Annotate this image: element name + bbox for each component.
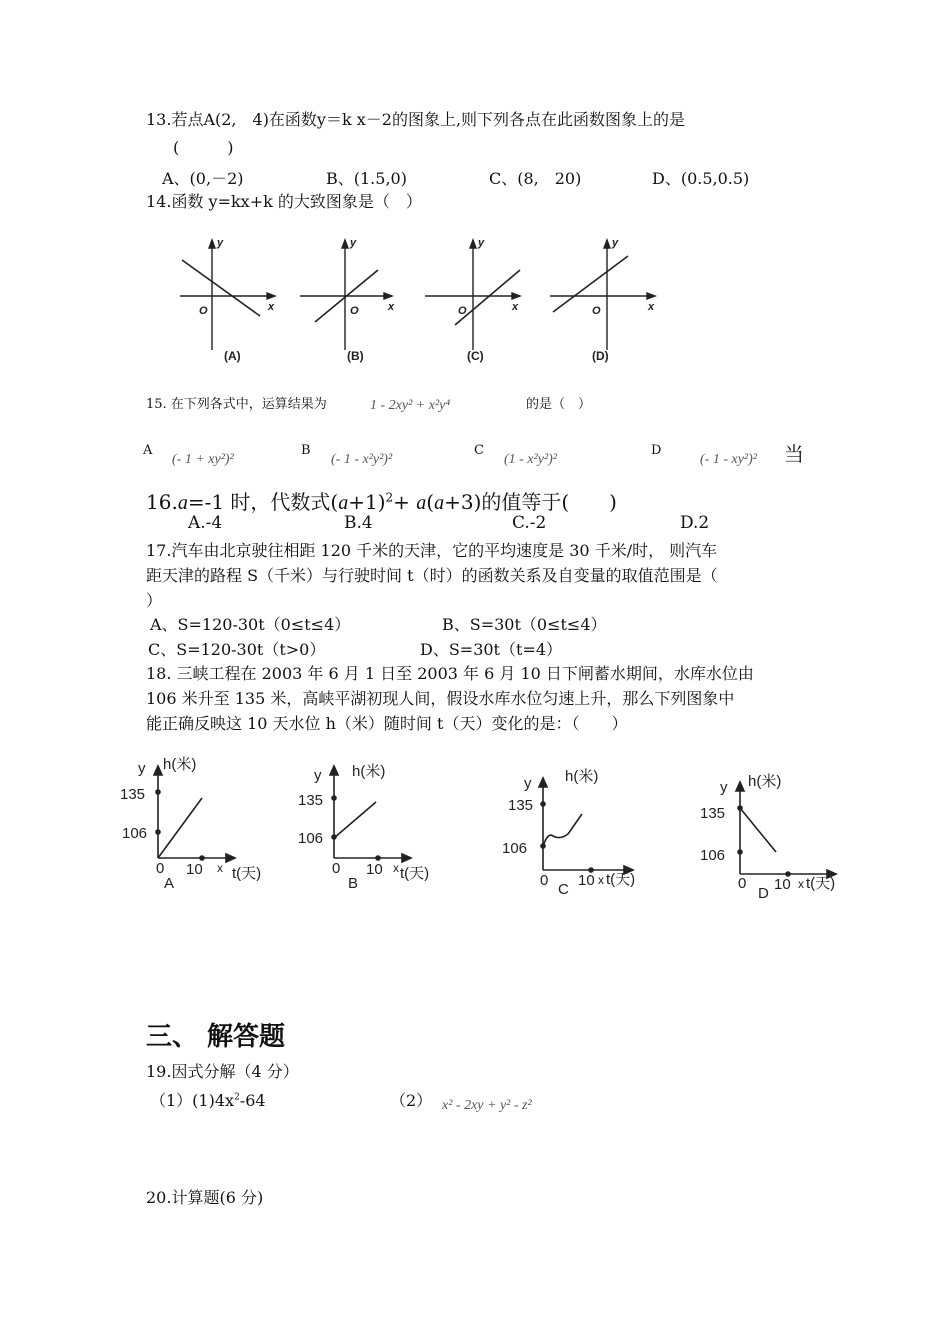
q13-paren: ( ) xyxy=(173,138,234,157)
q18-b-135: 135 xyxy=(298,792,324,809)
q14-d-x: x xyxy=(648,301,655,313)
q18-a-10: 10 xyxy=(186,861,203,878)
q18-b-h: h(米) xyxy=(352,763,386,780)
q14-d-label: (D) xyxy=(592,349,609,363)
q18-c-y: y xyxy=(524,775,532,792)
q15-option-d-letter: D xyxy=(651,443,662,458)
q18-c-x: x xyxy=(598,873,604,887)
q19-part2-expr: x² - 2xy + y² - z² xyxy=(442,1098,532,1113)
q18-c-135: 135 xyxy=(508,797,534,814)
q14-b-y: y xyxy=(350,237,357,249)
q18-a-label: A xyxy=(164,875,175,892)
q14-b-o: O xyxy=(350,305,359,317)
q17-option-b: B、S=30t（0≤t≤4） xyxy=(442,615,607,634)
q16-option-a: A.-4 xyxy=(188,513,223,533)
q14-c-x: x xyxy=(512,301,519,313)
q18-line3: 能正确反映这 10 天水位 h（米）随时间 t（天）变化的是：（ ） xyxy=(146,714,628,733)
q15-option-d-expr: (- 1 - xy²)² xyxy=(700,452,757,467)
q18-a-x: x xyxy=(217,861,223,875)
q15-expr: 1 - 2xy² + x²y⁴ xyxy=(370,398,451,413)
q15-option-b-expr: (- 1 - x²y²)² xyxy=(331,452,393,467)
q18-a-t: t(天) xyxy=(232,865,262,882)
q17-line3: ） xyxy=(146,591,163,610)
q18-d-y: y xyxy=(720,779,728,796)
q17-option-c: C、S=120-30t（t>0） xyxy=(148,640,326,659)
q18-d-10: 10 xyxy=(774,876,791,893)
q18-b-10: 10 xyxy=(366,861,383,878)
q13-option-b: B、(1.5,0) xyxy=(326,169,407,188)
q20-stem: 20.计算题(6 分) xyxy=(146,1188,264,1207)
q18-d-135: 135 xyxy=(700,805,726,822)
q18-c-t: t(天) xyxy=(606,871,636,888)
q18-a-0: 0 xyxy=(156,860,165,877)
q18-d-x: x xyxy=(798,877,804,891)
q15-tail: 的是（ ） xyxy=(526,397,592,412)
q18-d-t: t(天) xyxy=(806,875,836,892)
q15-stem: 15. 在下列各式中，运算结果为 xyxy=(146,397,327,412)
q17-option-d: D、S=30t（t=4） xyxy=(420,640,563,659)
q14-graph-a xyxy=(180,240,275,350)
q18-a-106: 106 xyxy=(122,825,148,842)
q17-line1: 17.汽车由北京驶往相距 120 千米的天津，它的平均速度是 30 千米/时， 则汽车 xyxy=(146,541,718,560)
q14-a-x: x xyxy=(268,301,275,313)
q13-option-d: D、(0.5,0.5) xyxy=(652,169,750,188)
q13-option-a: A、(0,－2) xyxy=(162,169,244,188)
q18-b-t: t(天) xyxy=(400,865,430,882)
q18-a-135: 135 xyxy=(120,786,146,803)
q14-a-o: O xyxy=(199,305,208,317)
q18-d-0: 0 xyxy=(738,875,747,892)
q18-b-y: y xyxy=(314,767,322,784)
q18-d-106: 106 xyxy=(700,847,726,864)
q18-graph-a xyxy=(154,766,235,862)
q14-a-y: y xyxy=(217,237,224,249)
q14-c-label: (C) xyxy=(467,349,484,363)
q18-a-h: h(米) xyxy=(163,756,197,773)
q18-a-y: y xyxy=(138,760,146,777)
q15-trailing: 当 xyxy=(784,442,804,466)
q14-c-y: y xyxy=(478,237,485,249)
q15-option-c-expr: (1 - x²y²)² xyxy=(504,452,558,467)
q18-b-106: 106 xyxy=(298,830,324,847)
q18-graph-d xyxy=(736,782,836,878)
q16-option-b: B.4 xyxy=(344,513,373,533)
q14-graph-d xyxy=(550,240,655,350)
q17-option-a: A、S=120-30t（0≤t≤4） xyxy=(150,615,351,634)
q18-c-10: 10 xyxy=(578,872,595,889)
q14-graph-c xyxy=(425,240,520,350)
q15-option-a-expr: (- 1 + xy²)² xyxy=(172,452,234,467)
q15-option-b-letter: B xyxy=(301,443,311,458)
q18-graph-b xyxy=(330,766,411,862)
q18-b-x: x xyxy=(393,861,399,875)
q16-option-d: D.2 xyxy=(680,513,710,533)
q13-option-c: C、(8, 20) xyxy=(489,169,582,188)
q14-b-label: (B) xyxy=(347,349,364,363)
q14-stem: 14.函数 y=kx+k 的大致图象是（ ） xyxy=(146,192,422,211)
q19-part1: $(1)(1)4x^2-64$ xyxy=(150,1091,266,1110)
q18-d-h: h(米) xyxy=(748,773,782,790)
q15-option-a-letter: A xyxy=(143,443,153,458)
q17-line2: 距天津的路程 S（千米）与行驶时间 t（时）的函数关系及自变量的取值范围是（ xyxy=(146,566,718,585)
q14-a-label: (A) xyxy=(224,349,241,363)
q14-d-o: O xyxy=(592,305,601,317)
q18-line1: 18. 三峡工程在 2003 年 6 月 1 日至 2003 年 6 月 10 日下闸蓄水期间，水库水位由 xyxy=(146,664,754,683)
q14-c-o: O xyxy=(458,305,467,317)
q18-b-0: 0 xyxy=(332,860,341,877)
q18-c-label: C xyxy=(558,881,569,898)
q18-graph-c xyxy=(539,778,633,874)
q16-stem: 16.a=-1 时，代数式$(a+1)^2+ a(a+3)$的值等于( ) xyxy=(146,490,617,514)
q16-option-c: C.-2 xyxy=(512,513,547,533)
q13-stem: 13.若点A(2, 4)在函数y＝k x－2的图象上,则下列各点在此函数图象上的是 xyxy=(146,110,686,129)
q18-graphs xyxy=(110,748,870,903)
q18-d-label: D xyxy=(758,885,769,902)
q18-line2: 106 米升至 135 米，高峡平湖初现人间，假设水库水位匀速上升，那么下列图象中 xyxy=(146,689,735,708)
q19-stem: 19.因式分解（4 分） xyxy=(146,1062,299,1081)
section-title: 三、 解答题 xyxy=(146,1022,286,1052)
q18-c-h: h(米) xyxy=(565,768,599,785)
q18-b-label: B xyxy=(348,875,359,892)
q14-d-y: y xyxy=(612,237,619,249)
q15-option-c-letter: C xyxy=(474,443,484,458)
q14-graph-b xyxy=(300,240,392,350)
q18-c-0: 0 xyxy=(540,872,549,889)
q19-part2-label: （2） xyxy=(390,1091,433,1110)
q14-b-x: x xyxy=(388,301,395,313)
q18-c-106: 106 xyxy=(502,840,528,857)
q14-graphs xyxy=(170,230,670,370)
